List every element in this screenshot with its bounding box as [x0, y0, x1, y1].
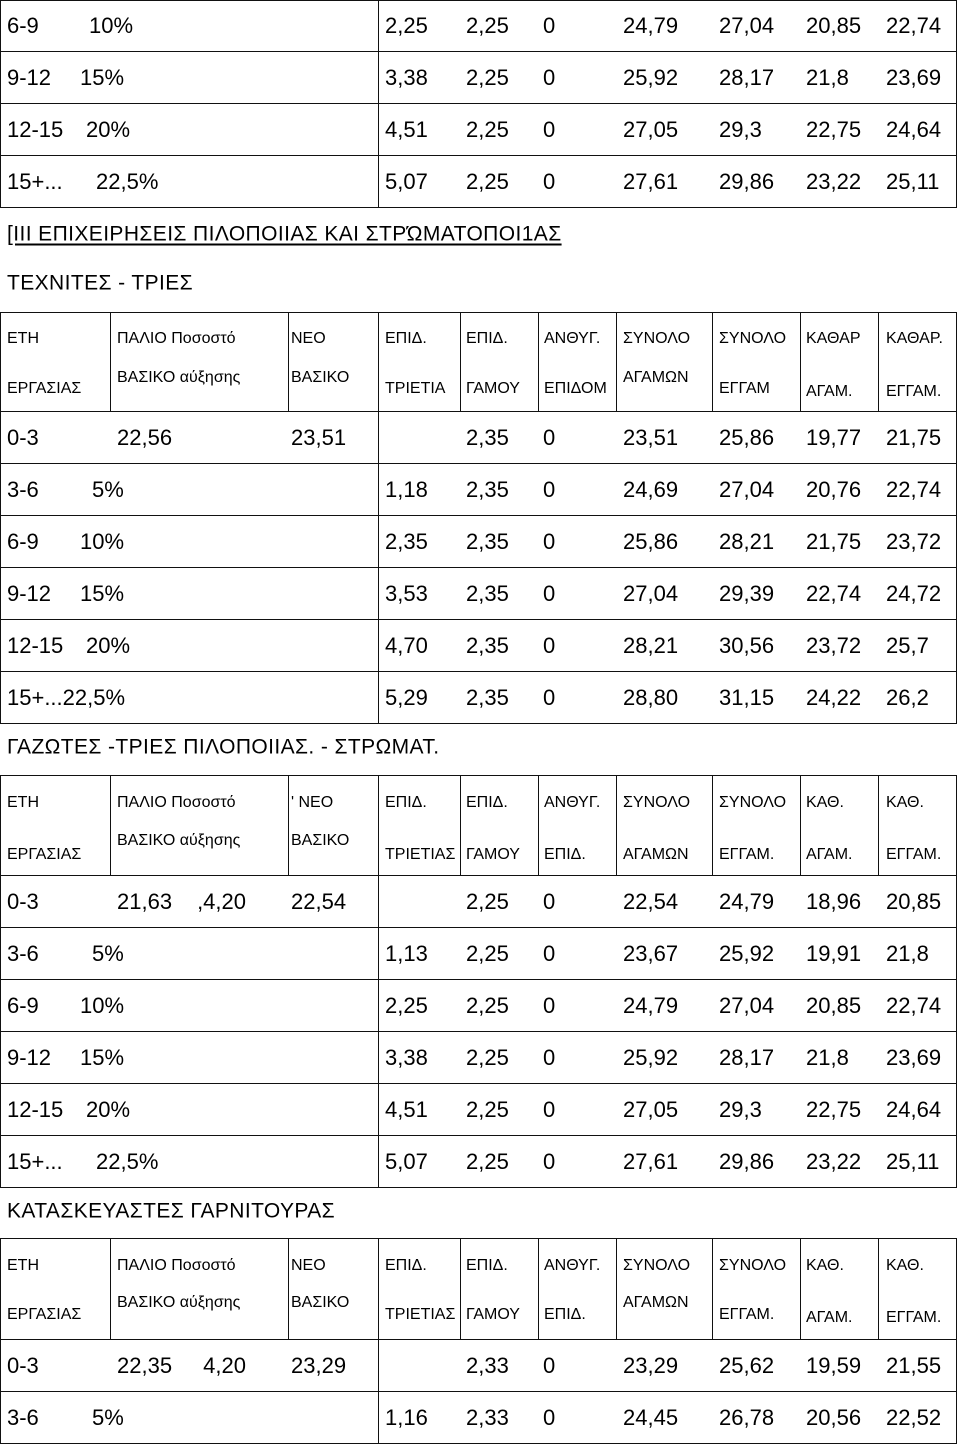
new-basic-header-top: ΝΕΟ	[291, 1257, 326, 1274]
marriage-allowance-cell: 2,25	[466, 1148, 509, 1174]
marriage-allowance-header-top: ΕΠΙΔ.	[466, 330, 508, 347]
triennium-allowance-cell: 2,25	[385, 992, 428, 1018]
total-single-cell: 24,79	[623, 992, 679, 1018]
marriage-allowance-header-bottom: ΓΑΜΟΥ	[466, 846, 520, 863]
new-basic-header-top: ΝΕΟ	[291, 330, 326, 347]
old-basic-cell: 22,56	[117, 424, 173, 450]
increase-step-cell: 15%	[80, 580, 125, 606]
net-single-cell: 19,59	[806, 1352, 862, 1378]
total-single-header-top: ΣΥΝΟΛΟ	[623, 330, 691, 347]
years-cell: 12-15	[7, 1096, 64, 1122]
years-cell: 0-3	[7, 424, 39, 450]
triennium-allowance-cell: 3,53	[385, 580, 428, 606]
net-single-cell: 19,91	[806, 940, 862, 966]
triennium-allowance-cell: 4,51	[385, 1096, 428, 1122]
marriage-allowance-cell: 2,25	[466, 992, 509, 1018]
triennium-allowance-cell: 5,07	[385, 168, 428, 194]
years-header-top: ΕΤΗ	[7, 1257, 39, 1274]
triennium-allowance-cell: 4,51	[385, 116, 428, 142]
years-cell: 0-3	[7, 888, 39, 914]
net-married-cell: 21,55	[886, 1352, 942, 1378]
unhealthy-allowance-header-bottom: ΕΠΙΔ.	[544, 1306, 586, 1323]
net-single-header-bottom: ΑΓΑΜ.	[806, 846, 853, 863]
net-married-cell: 23,69	[886, 64, 942, 90]
marriage-allowance-cell: 2,25	[466, 64, 509, 90]
net-married-cell: 22,74	[886, 476, 942, 502]
net-single-cell: 20,85	[806, 13, 862, 38]
total-married-cell: 25,92	[719, 940, 775, 966]
net-married-header-top: ΚΑΘΑΡ.	[886, 330, 943, 347]
old-basic-cell: 22,35	[117, 1352, 173, 1378]
net-married-header-bottom: ΕΓΓΑΜ.	[886, 383, 942, 400]
new-basic-header-top: ' ΝΕΟ	[291, 794, 334, 811]
triennium-allowance-cell: 1,16	[385, 1404, 428, 1430]
unhealthy-allowance-cell: 0	[543, 528, 556, 554]
years-header-bottom: ΕΡΓΑΣΙΑΣ	[7, 380, 82, 397]
net-single-cell: 19,77	[806, 424, 862, 450]
triennium-allowance-cell: 1,18	[385, 476, 428, 502]
total-married-cell: 29,3	[719, 1096, 762, 1122]
marriage-allowance-header-bottom: ΓΑΜΟΥ	[466, 1306, 520, 1323]
triennium-allowance-cell: 3,38	[385, 64, 428, 90]
increase-step-cell: 20%	[86, 116, 131, 142]
triennium-allowance-cell: 2,25	[385, 13, 428, 38]
net-married-cell: 20,85	[886, 888, 942, 914]
new-basic-header-bottom: ΒΑΣΙΚΟ	[291, 1294, 350, 1311]
net-married-cell: 25,11	[886, 168, 940, 194]
years-cell: 3-6	[7, 940, 39, 966]
total-single-cell: 27,61	[623, 168, 679, 194]
unhealthy-allowance-cell: 0	[543, 580, 556, 606]
total-single-cell: 25,92	[623, 64, 679, 90]
new-basic-cell: 22,54	[291, 888, 347, 914]
increase-step-cell: 5%	[92, 476, 124, 502]
marriage-allowance-header-bottom: ΓΑΜΟΥ	[466, 380, 520, 397]
old-basic-increase-header-top: ΠΑΛΙΟ Ποσοστό	[117, 330, 236, 347]
years-cell: 6-9	[7, 13, 39, 38]
years-cell: 15+...	[7, 168, 63, 194]
increase-step-cell: 5%	[92, 1404, 124, 1430]
net-married-header-top: ΚΑΘ.	[886, 1257, 924, 1274]
marriage-allowance-cell: 2,35	[466, 528, 509, 554]
net-single-cell: 23,22	[806, 1148, 862, 1174]
net-single-cell: 18,96	[806, 888, 862, 914]
triennium-allowance-header-top: ΕΠΙΔ.	[385, 794, 427, 811]
table-title: ΓΑΖΩΤΕΣ -ΤΡΙΕΣ ΠΙΛΟΠΟΙΙΑΣ. - ΣΤΡΩΜΑΤ.	[7, 735, 440, 759]
unhealthy-allowance-header-top: ΑΝΘΥΓ.	[544, 1257, 601, 1274]
total-married-cell: 30,56	[719, 632, 775, 658]
total-single-cell: 28,80	[623, 684, 679, 710]
years-cell: 3-6	[7, 476, 39, 502]
net-married-cell: 24,64	[886, 1096, 942, 1122]
years-header-bottom: ΕΡΓΑΣΙΑΣ	[7, 846, 82, 863]
total-married-cell: 26,78	[719, 1404, 775, 1430]
grid-line	[110, 1239, 111, 1339]
years-cell: 0-3	[7, 1352, 39, 1378]
unhealthy-allowance-cell: 0	[543, 1096, 556, 1122]
total-single-cell: 27,05	[623, 1096, 679, 1122]
total-married-cell: 31,15	[719, 684, 775, 710]
table-title: ΤΕΧΝΙΤΕΣ - ΤΡΙΕΣ	[7, 271, 193, 295]
total-married-cell: 28,17	[719, 64, 775, 90]
net-married-cell: 24,72	[886, 580, 942, 606]
net-married-cell: 26,2	[886, 684, 929, 710]
net-single-cell: 20,56	[806, 1404, 862, 1430]
unhealthy-allowance-cell: 0	[543, 1404, 556, 1430]
marriage-allowance-header-top: ΕΠΙΔ.	[466, 1257, 508, 1274]
unhealthy-allowance-cell: 0	[543, 64, 556, 90]
unhealthy-allowance-cell: 0	[543, 632, 556, 658]
grid-line	[878, 1239, 879, 1339]
triennium-allowance-header-bottom: ΤΡΙΕΤΙΑ	[385, 380, 446, 397]
grid-line	[538, 1239, 539, 1339]
total-single-cell: 24,69	[623, 476, 679, 502]
unhealthy-allowance-cell: 0	[543, 424, 556, 450]
years-cell: 9-12	[7, 64, 52, 90]
net-married-cell: 22,52	[886, 1404, 942, 1430]
total-married-cell: 25,62	[719, 1352, 775, 1378]
marriage-allowance-cell: 2,35	[466, 424, 509, 450]
unhealthy-allowance-header-bottom: ΕΠΙΔΟΜ	[544, 380, 607, 397]
net-married-cell: 21,75	[886, 424, 942, 450]
years-header-bottom: ΕΡΓΑΣΙΑΣ	[7, 1306, 82, 1323]
triennium-allowance-header-bottom: ΤΡΙΕΤΙΑΣ	[385, 846, 456, 863]
total-single-cell: 27,05	[623, 116, 679, 142]
triennium-allowance-cell: 2,35	[385, 528, 428, 554]
total-married-cell: 29,39	[719, 580, 775, 606]
marriage-allowance-cell: 2,25	[466, 1044, 509, 1070]
marriage-allowance-cell: 2,35	[466, 632, 509, 658]
total-married-cell: 28,17	[719, 1044, 775, 1070]
unhealthy-allowance-cell: 0	[543, 992, 556, 1018]
increase-step-cell: 5%	[92, 940, 124, 966]
table-header	[0, 1238, 957, 1340]
total-single-header-bottom: ΑΓΑΜΩΝ	[623, 846, 689, 863]
old-basic-increase-header-bottom: ΒΑΣΙΚΟ αύξησης	[117, 1294, 241, 1311]
total-married-cell: 24,79	[719, 888, 775, 914]
increase-step-cell: 20%	[86, 632, 131, 658]
total-single-header-top: ΣΥΝΟΛΟ	[623, 794, 691, 811]
new-basic-header-bottom: ΒΑΣΙΚΟ	[291, 832, 350, 849]
new-basic-cell: 23,51	[291, 424, 347, 450]
net-married-cell: 25,7	[886, 632, 929, 658]
marriage-allowance-cell: 2,25	[466, 13, 509, 38]
marriage-allowance-cell: 2,35	[466, 684, 509, 710]
net-single-cell: 21,75	[806, 528, 862, 554]
increase-step-cell: 22,5%	[96, 168, 159, 194]
total-single-header-bottom: ΑΓΑΜΩΝ	[623, 1294, 689, 1311]
marriage-allowance-cell: 2,25	[466, 116, 509, 142]
total-single-cell: 24,79	[623, 13, 679, 38]
marriage-allowance-cell: 2,25	[466, 1096, 509, 1122]
years-header-top: ΕΤΗ	[7, 330, 39, 347]
unhealthy-allowance-cell: 0	[543, 476, 556, 502]
net-single-header-bottom: ΑΓΑΜ.	[806, 1309, 853, 1326]
unhealthy-allowance-cell: 0	[543, 888, 556, 914]
grid-line	[800, 1239, 801, 1339]
net-single-cell: 20,85	[806, 992, 862, 1018]
total-single-cell: 25,92	[623, 1044, 679, 1070]
triennium-allowance-cell: 4,70	[385, 632, 428, 658]
triennium-allowance-header-top: ΕΠΙΔ.	[385, 330, 427, 347]
net-married-cell: 21,8	[886, 940, 929, 966]
unhealthy-allowance-header-top: ΑΝΘΥΓ.	[544, 330, 601, 347]
marriage-allowance-cell: 2,35	[466, 580, 509, 606]
increase-step-cell: 10%	[80, 992, 125, 1018]
net-single-cell: 21,8	[806, 64, 849, 90]
net-married-header-bottom: ΕΓΓΑΜ.	[886, 1309, 942, 1326]
net-single-cell: 20,76	[806, 476, 862, 502]
increase-step-cell: 10%	[89, 13, 134, 38]
total-single-cell: 23,51	[623, 424, 679, 450]
total-single-cell: 23,67	[623, 940, 679, 966]
marriage-allowance-header-top: ΕΠΙΔ.	[466, 794, 508, 811]
old-basic-increase-header-bottom: ΒΑΣΙΚΟ αύξησης	[117, 369, 241, 386]
increase-step-cell: 20%	[86, 1096, 131, 1122]
old-basic-cell: 21,63	[117, 888, 173, 914]
old-basic-increase-header-bottom: ΒΑΣΙΚΟ αύξησης	[117, 832, 241, 849]
years-cell: 12-15	[7, 116, 64, 142]
net-married-cell: 24,64	[886, 116, 942, 142]
increase-rate-cell: ,4,20	[197, 888, 246, 914]
total-married-cell: 28,21	[719, 528, 775, 554]
total-single-cell: 22,54	[623, 888, 679, 914]
unhealthy-allowance-cell: 0	[543, 940, 556, 966]
total-married-header-bottom: ΕΓΓΑΜ	[719, 380, 770, 397]
triennium-allowance-cell: 3,38	[385, 1044, 428, 1070]
total-married-cell: 29,86	[719, 1148, 775, 1174]
total-single-cell: 24,45	[623, 1404, 679, 1430]
net-married-header-bottom: ΕΓΓΑΜ.	[886, 846, 942, 863]
old-basic-increase-header-top: ΠΑΛΙΟ Ποσοστό	[117, 794, 236, 811]
unhealthy-allowance-header-top: ΑΝΘΥΓ.	[544, 794, 601, 811]
total-married-header-top: ΣΥΝΟΛΟ	[719, 794, 787, 811]
years-cell: 3-6	[7, 1404, 39, 1430]
net-single-header-top: ΚΑΘ.	[806, 1257, 844, 1274]
increase-step-cell: 15%	[80, 64, 125, 90]
total-married-cell: 27,04	[719, 992, 775, 1018]
years-cell: 9-12	[7, 1044, 52, 1070]
grid-line	[712, 1239, 713, 1339]
total-married-header-bottom: ΕΓΓΑΜ.	[719, 846, 775, 863]
total-single-cell: 27,61	[623, 1148, 679, 1174]
unhealthy-allowance-cell: 0	[543, 684, 556, 710]
table-row	[0, 1340, 957, 1392]
grid-line	[288, 1239, 289, 1339]
total-married-cell: 25,86	[719, 424, 775, 450]
new-basic-cell: 23,29	[291, 1352, 347, 1378]
years-cell: 15+...	[7, 1148, 63, 1174]
years-cell: 6-9	[7, 528, 39, 554]
total-married-cell: 29,3	[719, 116, 762, 142]
years-cell: 9-12	[7, 580, 52, 606]
grid-line	[378, 1392, 379, 1443]
years-header-top: ΕΤΗ	[7, 794, 39, 811]
total-married-cell: 27,04	[719, 13, 775, 38]
triennium-allowance-cell: 5,07	[385, 1148, 428, 1174]
total-single-header-bottom: ΑΓΑΜΩΝ	[623, 369, 689, 386]
total-married-cell: 27,04	[719, 476, 775, 502]
total-single-header-top: ΣΥΝΟΛΟ	[623, 1257, 691, 1274]
total-single-cell: 28,21	[623, 632, 679, 658]
unhealthy-allowance-cell: 0	[543, 116, 556, 142]
net-single-cell: 22,75	[806, 1096, 862, 1122]
marriage-allowance-cell: 2,33	[466, 1352, 509, 1378]
unhealthy-allowance-cell: 0	[543, 168, 556, 194]
net-single-cell: 23,72	[806, 632, 862, 658]
marriage-allowance-cell: 2,25	[466, 940, 509, 966]
net-married-cell: 25,11	[886, 1148, 940, 1174]
grid-line	[378, 1340, 379, 1391]
net-married-cell: 23,69	[886, 1044, 942, 1070]
unhealthy-allowance-cell: 0	[543, 1044, 556, 1070]
net-single-header-bottom: ΑΓΑΜ.	[806, 383, 853, 400]
total-single-cell: 23,29	[623, 1352, 679, 1378]
net-single-cell: 23,22	[806, 168, 862, 194]
triennium-allowance-header-bottom: ΤΡΙΕΤΙΑΣ	[385, 1306, 456, 1323]
net-married-cell: 22,74	[886, 992, 942, 1018]
net-single-cell: 22,74	[806, 580, 862, 606]
marriage-allowance-cell: 2,25	[466, 168, 509, 194]
increase-step-cell: 10%	[80, 528, 125, 554]
total-single-cell: 27,04	[623, 580, 679, 606]
total-married-header-top: ΣΥΝΟΛΟ	[719, 1257, 787, 1274]
years-cell: 12-15	[7, 632, 64, 658]
total-married-header-bottom: ΕΓΓΑΜ.	[719, 1306, 775, 1323]
table-row	[0, 1392, 957, 1444]
increase-step-cell: 22,5%	[96, 1148, 159, 1174]
table-title: ΚΑΤΑΣΚΕΥΑΣΤΕΣ ΓΑΡΝΙΤΟΥΡΑΣ	[7, 1199, 336, 1223]
net-single-header-top: ΚΑΘΑΡ	[806, 330, 861, 347]
total-single-cell: 25,86	[623, 528, 679, 554]
section-heading: [III ΕΠΙΧΕΙΡΗΣΕΙΣ ΠΙΛΟΠΟΙΙΑΣ ΚΑΙ ΣΤΡΏΜΑΤΟΠΟΙ1ΑΣ	[7, 222, 562, 246]
grid-line	[616, 1239, 617, 1339]
triennium-allowance-cell: 5,29	[385, 684, 428, 710]
unhealthy-allowance-cell: 0	[543, 1352, 556, 1378]
total-married-header-top: ΣΥΝΟΛΟ	[719, 330, 787, 347]
net-married-cell: 22,74	[886, 13, 942, 38]
old-basic-increase-header-top: ΠΑΛΙΟ Ποσοστό	[117, 1257, 236, 1274]
net-married-header-top: ΚΑΘ.	[886, 794, 924, 811]
net-single-cell: 22,75	[806, 116, 862, 142]
net-married-cell: 23,72	[886, 528, 942, 554]
triennium-allowance-header-top: ΕΠΙΔ.	[385, 1257, 427, 1274]
increase-step-cell: 15%	[80, 1044, 125, 1070]
unhealthy-allowance-cell: 0	[543, 13, 556, 38]
grid-line	[378, 1239, 379, 1339]
triennium-allowance-cell: 1,13	[385, 940, 428, 966]
years-cell: 15+...22,5%	[7, 684, 126, 710]
marriage-allowance-cell: 2,35	[466, 476, 509, 502]
grid-line	[460, 1239, 461, 1339]
net-single-cell: 21,8	[806, 1044, 849, 1070]
unhealthy-allowance-header-bottom: ΕΠΙΔ.	[544, 846, 586, 863]
years-cell: 6-9	[7, 992, 39, 1018]
new-basic-header-bottom: ΒΑΣΙΚΟ	[291, 369, 350, 386]
net-single-cell: 24,22	[806, 684, 862, 710]
marriage-allowance-cell: 2,33	[466, 1404, 509, 1430]
increase-rate-cell: 4,20	[203, 1352, 246, 1378]
marriage-allowance-cell: 2,25	[466, 888, 509, 914]
net-single-header-top: ΚΑΘ.	[806, 794, 844, 811]
unhealthy-allowance-cell: 0	[543, 1148, 556, 1174]
total-married-cell: 29,86	[719, 168, 775, 194]
